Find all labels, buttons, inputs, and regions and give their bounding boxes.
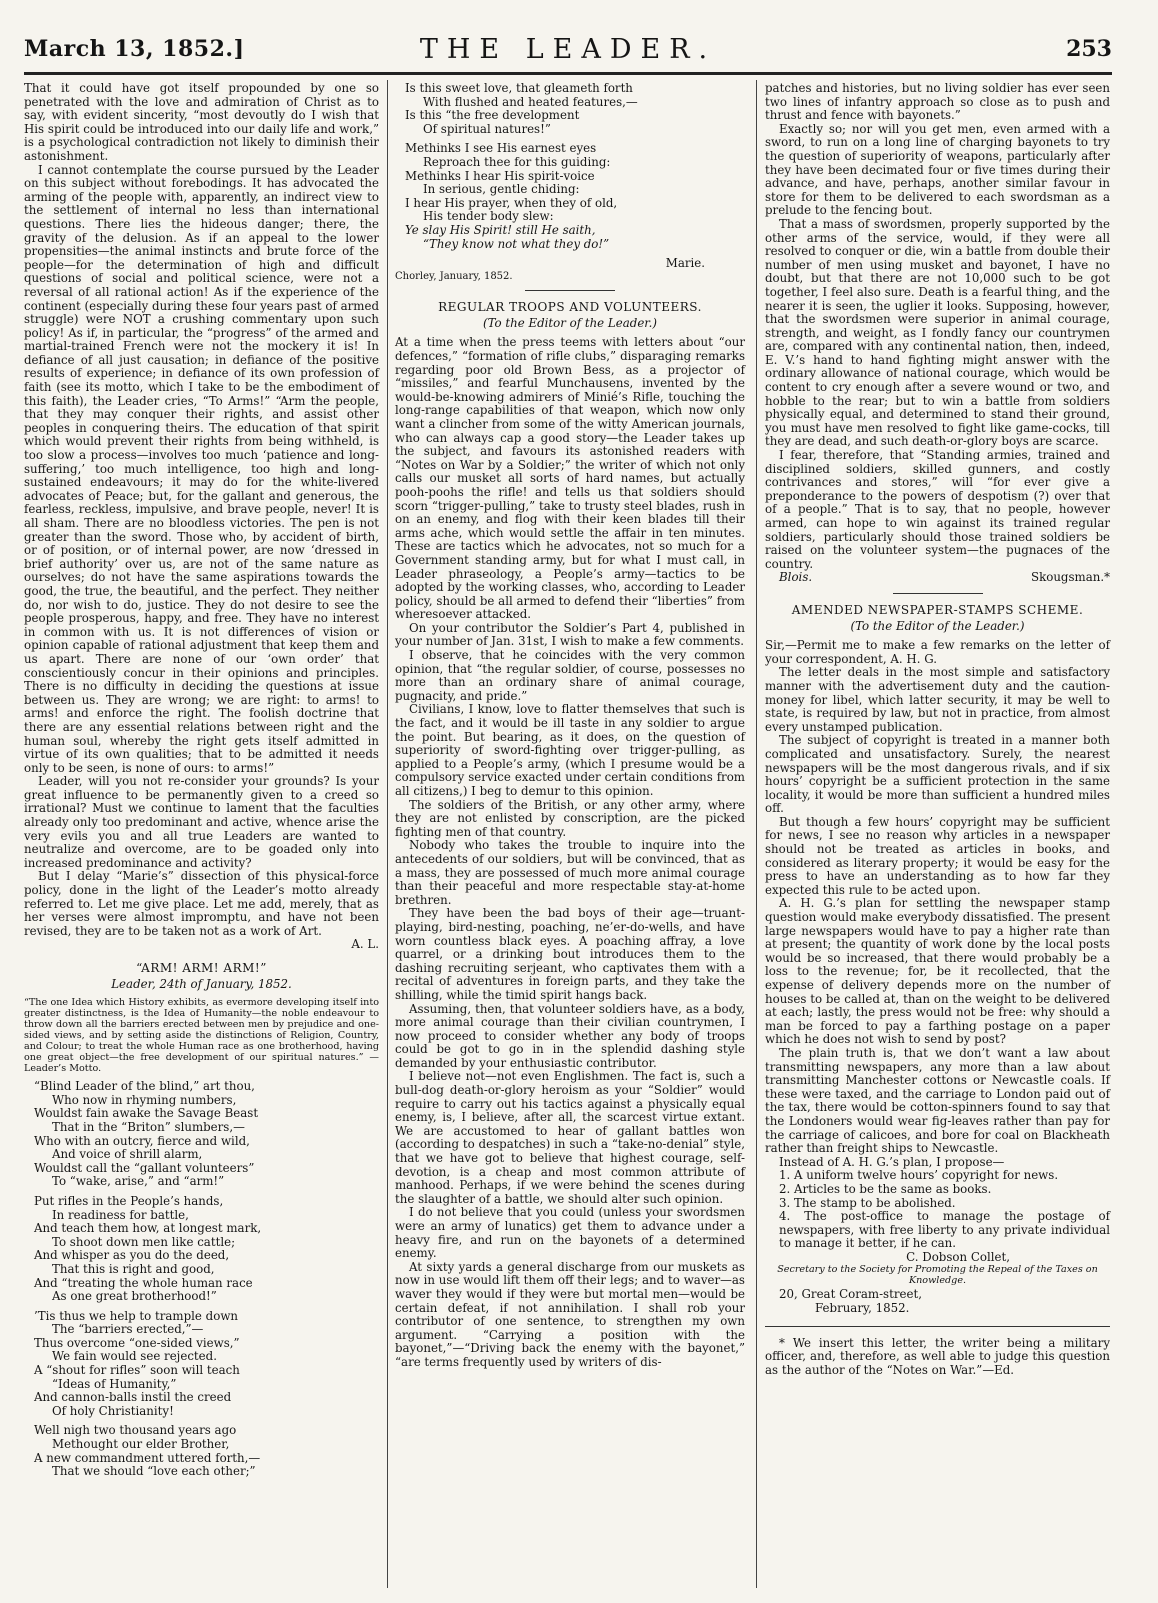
poem-line: Put rifles in the People’s hands, [34, 1193, 224, 1208]
paragraph: Civilians, I know, love to flatter themselves that such is the fact, and it would be ill taste in any soldier to argue the point. But bearing, as it does, on the question of superiority of sword-fighting over trigger-pulling, as applied to a People’s army, (which I presume would be a compulsory service exacted under certain conditions from all citizens,) I beg to demur to this opinion. [395, 702, 745, 798]
poem-line: Well nigh two thousand years ago [34, 1423, 237, 1438]
poem-place-date: Chorley, January, 1852. [395, 270, 513, 282]
letter-signature [765, 571, 1110, 585]
list-item: 2. Articles to be the same as books. [779, 1181, 992, 1196]
poem-line: Ye slay His Spirit! still He saith, [405, 222, 596, 237]
signatory-address: 20, Great Coram-street, [779, 1287, 922, 1302]
masthead-rule [24, 72, 1112, 75]
proposal-list [765, 1169, 1110, 1251]
poem-line: To “wake, arise,” and “arm!” [52, 1174, 225, 1189]
poem-stanza [24, 1195, 379, 1304]
paragraph: I do not believe that you could (unless your swordsmen were an army of lunatics) get them to advance under a heavy fire, and run on the bayonets of a determined enemy. [395, 1205, 745, 1261]
poem-line: “They know not what they do!” [423, 236, 610, 251]
poem-line: Reproach thee for this guiding: [423, 154, 611, 169]
page-number: 253 [1066, 36, 1112, 62]
leader-motto: “The one Idea which History exhibits, as evermore developing itself into greater distinctness, is the Idea of Humanity—the noble endeavour to throw down all the barriers erected between men by prejudice and one-sided views, and by setting aside the distinctions of Religion, Country, and Colour; to treat the whole Human race as one brotherhood, having one great object—the free development of our spiritual natures.” —Leader’s Motto. [24, 997, 379, 1075]
paragraph: A. H. G.’s plan for settling the newspaper stamp question would make everybody dissatisfied. The present large newspapers would have to pay a higher rate than at present; the quantity of work done by the local posts would be so increased, that there would probably be a loss to the revenue; for, be it recollected, that the expense of delivery depends more on the number of houses to be called at, than on the weight to be delivered at each; lastly, the press would not be free: why should a man be forced to pay a farthing postage on a paper which he does not wish to send by post? [765, 896, 1110, 1047]
signatory-name: C. Dobson Collet, [906, 1249, 1010, 1264]
column-divider [756, 80, 757, 1588]
poem-line: We fain would see rejected. [52, 1349, 217, 1364]
poem-line: “Blind Leader of the blind,” art thou, [34, 1079, 255, 1094]
poem-line: Thus overcome “one-sided views,” [34, 1335, 240, 1350]
poem-line: To shoot down men like cattle; [52, 1234, 236, 1249]
poem-line: Wouldst call the “gallant volunteers” [34, 1160, 255, 1175]
poem-line: In serious, gentle chiding: [423, 182, 580, 197]
article-title: REGULAR TROOPS AND VOLUNTEERS. [438, 300, 702, 315]
poem-line: And “treating the whole human race [34, 1275, 253, 1290]
poem-source: Leader, 24th of January, 1852. [111, 976, 292, 991]
column-divider [387, 80, 388, 1588]
poem-line: That in the “Briton” slumbers,— [52, 1119, 245, 1134]
list-item: 4. The post-office to manage the postage of newspapers, with free liberty to any private individual to manage it better, if he can. [779, 1209, 1110, 1251]
newspaper-title: THE LEADER. [419, 34, 717, 65]
list-item: 1. A uniform twelve hours’ copyright for news. [779, 1168, 1059, 1183]
poem-line: Methinks I see His earnest eyes [405, 141, 597, 156]
signatory-role: Secretary to the Society for Promoting the Repeal of the Taxes on Knowledge. [777, 1264, 1098, 1287]
section-divider [893, 593, 983, 594]
poem-line: And voice of shrill alarm, [52, 1147, 203, 1162]
paragraph: patches and histories, but no living soldier has ever seen two lines of infantry approach so close as to push and thrust and fence with bayonets.” [765, 81, 1110, 123]
poem-line: Who with an outcry, fierce and wild, [34, 1133, 250, 1148]
poem-line: A “shout for rifles” soon will teach [34, 1363, 240, 1378]
poem-line: “Ideas of Humanity,” [52, 1376, 177, 1391]
poem-stanza [24, 1424, 379, 1478]
poem-signature: Marie. [665, 256, 705, 271]
paragraph: Assuming, then, that volunteer soldiers have, as a body, more animal courage than their civilian countrymen, I now proceed to consider whether any body of troops could be got to go in in the splendid dashing style demanded by your enthusiastic contributor. [395, 1001, 745, 1070]
footnote: * We insert this letter, the writer being a military officer, and, therefore, as well able to judge this question as the author of the “Notes on War.”—Ed. [765, 1335, 1110, 1377]
paragraph: On your contributor the Soldier’s Part 4, published in your number of Jan. 31st, I wish to make a few comments. [395, 620, 745, 649]
poem-line: ’Tis thus we help to trample down [34, 1308, 239, 1323]
article-title: AMENDED NEWSPAPER-STAMPS SCHEME. [791, 602, 1084, 617]
paragraph: That it could have got itself propounded by one so penetrated with the love and admiration of Christ as to say, with evident sincerity, “most devoutly do I wish that His spirit could be introduced into our daily life and work,” is a psychological contradiction not likely to diminish their astonishment. [24, 81, 379, 163]
poem-line: I hear His prayer, when they of old, [405, 195, 618, 210]
paragraph: They have been the bad boys of their age—truant-playing, bird-nesting, poaching, ne’er-do-wells, and have worn countless black eyes. A poaching affray, a love quarrel, or a drinking bout introduces them to the dashing recruiting serjeant, who captivates them with a recital of adventures in foreign parts, and they take the shilling, while the timid spirit hangs back. [395, 906, 745, 1002]
poem-line: The “barriers erected,”— [52, 1322, 204, 1337]
column-2 [395, 82, 745, 1370]
paragraph: At a time when the press teems with letters about “our defences,” “formation of rifle clubs,” disparaging remarks regarding poor old Brown Bess, as a projector of “missiles,” and fearful Munchausens, invented by the would-be-knowing admirers of Minié’s Rifle, touching the long-range capabilities of that weapon, which now only want a clincher from some of the witty American journals, who can always cap a good story—the Leader takes up the subject, and favours its astonished readers with “Notes on War by a Soldier;” the writer of which not only calls our musket all sorts of hard names, but actually pooh-poohs the rifle! and tells us that soldiers should scorn “trigger-pulling,” take to trusty steel blades, rush in on an enemy, and flog with their keen blades till their arms ache, which would settle the affair in ten minutes. These are tactics which he advocates, not so much for a Government standing army, but for what I must call, in Leader phraseology, a People’s army—tactics to be adopted by the working classes, who, according to Leader policy, should be all armed to defend their “liberties” from wheresoever attacked. [395, 335, 745, 622]
paragraph: Instead of A. H. G.’s plan, I propose— [779, 1154, 1005, 1169]
paragraph: The plain truth is, that we don’t want a law about transmitting newspapers, any more than a law about transmitting Manchester cottons or Newcastle coals. If these were taxed, and the carriage to London paid out of the tax, there would be cotton-spinners found to say that the Londoners would wear fig-leaves rather than pay for the carriage of calicoes, and bore for coal on Blackheath rather than freight ships to Newcastle. [765, 1045, 1110, 1156]
paragraph: At sixty yards a general discharge from our muskets as now in use would lift them off their legs; and to waver—as waver they would if they were but mortal men—would be certain defeat, if not annihilation. I shall rob your contributor of one sentence, to strengthen my own argument. “Carrying a position with the bayonet,”—“Driving back the enemy with the bayonet,” “are terms frequently used by writers of dis- [395, 1259, 745, 1369]
poem-line: His tender body slew: [423, 209, 554, 224]
poem-line: And teach them how, at longest mark, [34, 1221, 262, 1236]
poem-line: As one great brotherhood!” [52, 1289, 217, 1304]
paragraph: I fear, therefore, that “Standing armies, trained and disciplined soldiers, skilled gunners, and costly contrivances and stores,” will “for ever give a preponderance to the powers of despotism (?) over that of a people.” That is to say, that no people, however armed, can hope to win against its trained regular soldiers, particularly should those trained soldiers be raised on the volunteer system—the pugnaces of the country. [765, 448, 1110, 571]
column-3 [765, 82, 1110, 1377]
signature-place: Blois. [779, 570, 813, 585]
poem-line: Is this “the free development [405, 108, 580, 123]
signature-name: Skougsman.* [1030, 570, 1110, 585]
poem-stanza [24, 1310, 379, 1419]
paragraph: I cannot contemplate the course pursued by the Leader on this subject without forebodings. It has advocated the arming of the people with, apparently, an indirect view to the settlement of internal no less than international questions. There lies the hideous danger; there, the gravity of the delusion. As if an appeal to the lower propensities—the animal instincts and brute force of the people—for the determination of high and difficult questions of social and political science, were not a reversal of all rational action! As if the experience of the continent (especially during these four years past of armed struggle) were NOT a crushing commentary upon such policy! As if, in particular, the “progress” of the armed and martial-trained French were not the mockery it is! In defiance of all just causation; in defiance of the positive results of experience; in defiance of its own profession of faith (see its motto, which I take to be the embodiment of this faith), the Leader cries, “To Arms!” “Arm the people, that they may conquer their rights, and assist other peoples in conquering theirs. The education of that spirit which would prevent their rights from being withheld, is too slow a process—involves too much ‘patience and long-suffering,’ too much intelligence, too high and long-sustained endeavours; it may do for the white-livered advocates of Peace; but, for the gallant and generous, the fearless, reckless, impulsive, and brave people, never! It is all sham. There are no bloodless victories. The pen is not greater than the sword. Those who, by accident of birth, or of position, or of internal power, are now ‘dressed in brief authority’ over us, are not of the same nature as ourselves; do not have the same aspirations towards the good, the true, the beautiful, and the perfect. They neither do, nor wish to do, justice. They do not desire to see the people prosperous, happy, and free. They have no interest in common with us. It is not differences of vision or opinion capable of rational adjustment that keep them and us apart. There are none of our ‘own order’ that conscientiously concur in their opinions and principles. There is no difficulty in deciding the questions at issue between us. They are wrong; we are right: to arms! to arms! and enforce the right. The foolish doctrine that there are any essential relations between right and the human soul, whereby the right gets itself admitted in virtue of its own qualities; that to be admitted it needs only to be seen, is none of ours: to arms!” [24, 162, 379, 775]
issue-date: March 13, 1852.] [24, 36, 245, 62]
poem-line: Is this sweet love, that gleameth forth [405, 81, 633, 95]
poem-line: Of spiritual natures!” [423, 121, 551, 136]
poem-line: With flushed and heated features,— [423, 94, 638, 109]
poem-line: And cannon-balls instil the creed [34, 1390, 232, 1405]
poem-line: A new commandment uttered forth,— [34, 1450, 261, 1465]
paragraph: Sir,—Permit me to make a few remarks on the letter of your correspondent, A. H. G. [765, 638, 1110, 666]
paragraph: I observe, that he coincides with the very common opinion, that “the regular soldier, of course, possesses no more than an ordinary share of animal courage, pugnacity, and pride.” [395, 648, 745, 703]
poem-stanza [395, 142, 745, 251]
paragraph: Nobody who takes the trouble to inquire into the antecedents of our soldiers, but will be convinced, that as a mass, they are possessed of much more animal courage than their peaceful and more respectable stay-at-home brethren. [395, 838, 745, 907]
poem-line: That we should “love each other;” [52, 1464, 256, 1479]
section-divider [525, 290, 615, 291]
signature-initials: A. L. [351, 937, 379, 952]
list-item: 3. The stamp to be abolished. [779, 1195, 956, 1210]
poem-line: Wouldst fain awake the Savage Beast [34, 1106, 259, 1121]
poem-line: Methought our elder Brother, [52, 1437, 230, 1452]
poem-line: Methinks I hear His spirit-voice [405, 168, 595, 183]
column-1 [24, 82, 379, 1485]
paragraph: The subject of copyright is treated in a manner both complicated and unsatisfactory. Surely, the nearest newspapers will be the most dangerous rivals, and if six hours’ copyright be a sufficient protection in the same locality, it would be more than sufficient a hundred miles off. [765, 733, 1110, 816]
paragraph: I believe not—not even Englishmen. The fact is, such a bull-dog death-or-glory heroism as your “Soldier” would require to carry out his tactics against a physically equal enemy, is, I believe, after all, the scarcest virtue extant. We are accustomed to hear of gallant battles won (according to despatches) in such a “take-no-denial” style, that we have got to believe that highest courage, self-devotion, is a cheap and most common attribute of manhood. Perhaps, if we were behind the scenes during the slaughter of a battle, we should alter such opinion. [395, 1069, 745, 1206]
poem-title: “ARM! ARM! ARM!” [136, 961, 267, 975]
paragraph: The letter deals in the most simple and satisfactory manner with the advertisement duty and the caution-money for libel, which latter security, it may be well to state, is required by law, but not in practice, from almost every unstamped publication. [765, 665, 1110, 734]
masthead [24, 34, 1112, 70]
paragraph: But though a few hours’ copyright may be sufficient for news, I see no reason why articles in a newspaper should not be treated as articles in books, and considered as literary property; it would be easy for the press to have an understanding as to how far they expected this rule to be acted upon. [765, 814, 1110, 897]
poem-line: Of holy Christianity! [52, 1403, 174, 1418]
paragraph: The soldiers of the British, or any other army, where they are not enlisted by conscription, are the picked fighting men of that country. [395, 797, 745, 839]
paragraph: Leader, will you not re-consider your grounds? Is your great influence to be permanently given to a creed so irrational? Must we continue to lament that the faculties already only too predominant and active, whence arise the very evils you and all true Leaders are wanted to neutralize and overcome, are to be goaded only into increased predominance and activity? [24, 774, 379, 870]
paragraph: Exactly so; nor will you get men, even armed with a sword, to run on a long line of charging bayonets to try the question of superiority of weapons, particularly after they have been decimated four or five times during their advance, and have, perhaps, another similar favour in store for them to be delivered to each swordsman as a prelude to the fencing bout. [765, 121, 1110, 218]
article-subtitle: (To the Editor of the Leader.) [850, 618, 1025, 633]
signatory-date: February, 1852. [815, 1301, 910, 1316]
paragraph: But I delay “Marie’s” dissection of this physical-force policy, done in the light of the Leader’s motto already referred to. Let me give place. Let me add, merely, that as her verses were almost impromptu, and have not been revised, they are to be taken not as a work of Art. [24, 869, 379, 938]
paragraph: That a mass of swordsmen, properly supported by the other arms of the service, would, if they were all resolved to conquer or die, win a battle from double their number of men using musket and bayonet, I have no doubt, but that there are not 10,000 such to be got together, I feel also sure. Death is a fearful thing, and the nearer it is seen, the uglier it looks. Supposing, however, that the swordsmen were superior in animal courage, strength, and weight, as I fondly fancy our countrymen are, compared with any continental nation, then, indeed, E. V.’s hand to hand fighting might answer with the ordinary allowance of national courage, which would be content to cry enough after a severe wound or two, and hobble to the rear; but to win a battle from soldiers physically equal, and determined to stand their ground, you must have men resolved to fight like game-cocks, till they are dead, and such death-or-glory boys are scarce. [765, 216, 1110, 449]
poem-stanza [24, 1080, 379, 1189]
poem-stanza [395, 82, 745, 136]
poem-line: In readiness for battle, [52, 1207, 189, 1222]
article-subtitle: (To the Editor of the Leader.) [482, 315, 657, 330]
poem-line: That this is right and good, [52, 1261, 215, 1276]
poem-line: And whisper as you do the deed, [34, 1248, 230, 1263]
poem-line: Who now in rhyming numbers, [52, 1092, 237, 1107]
footnote-rule [765, 1326, 1110, 1327]
